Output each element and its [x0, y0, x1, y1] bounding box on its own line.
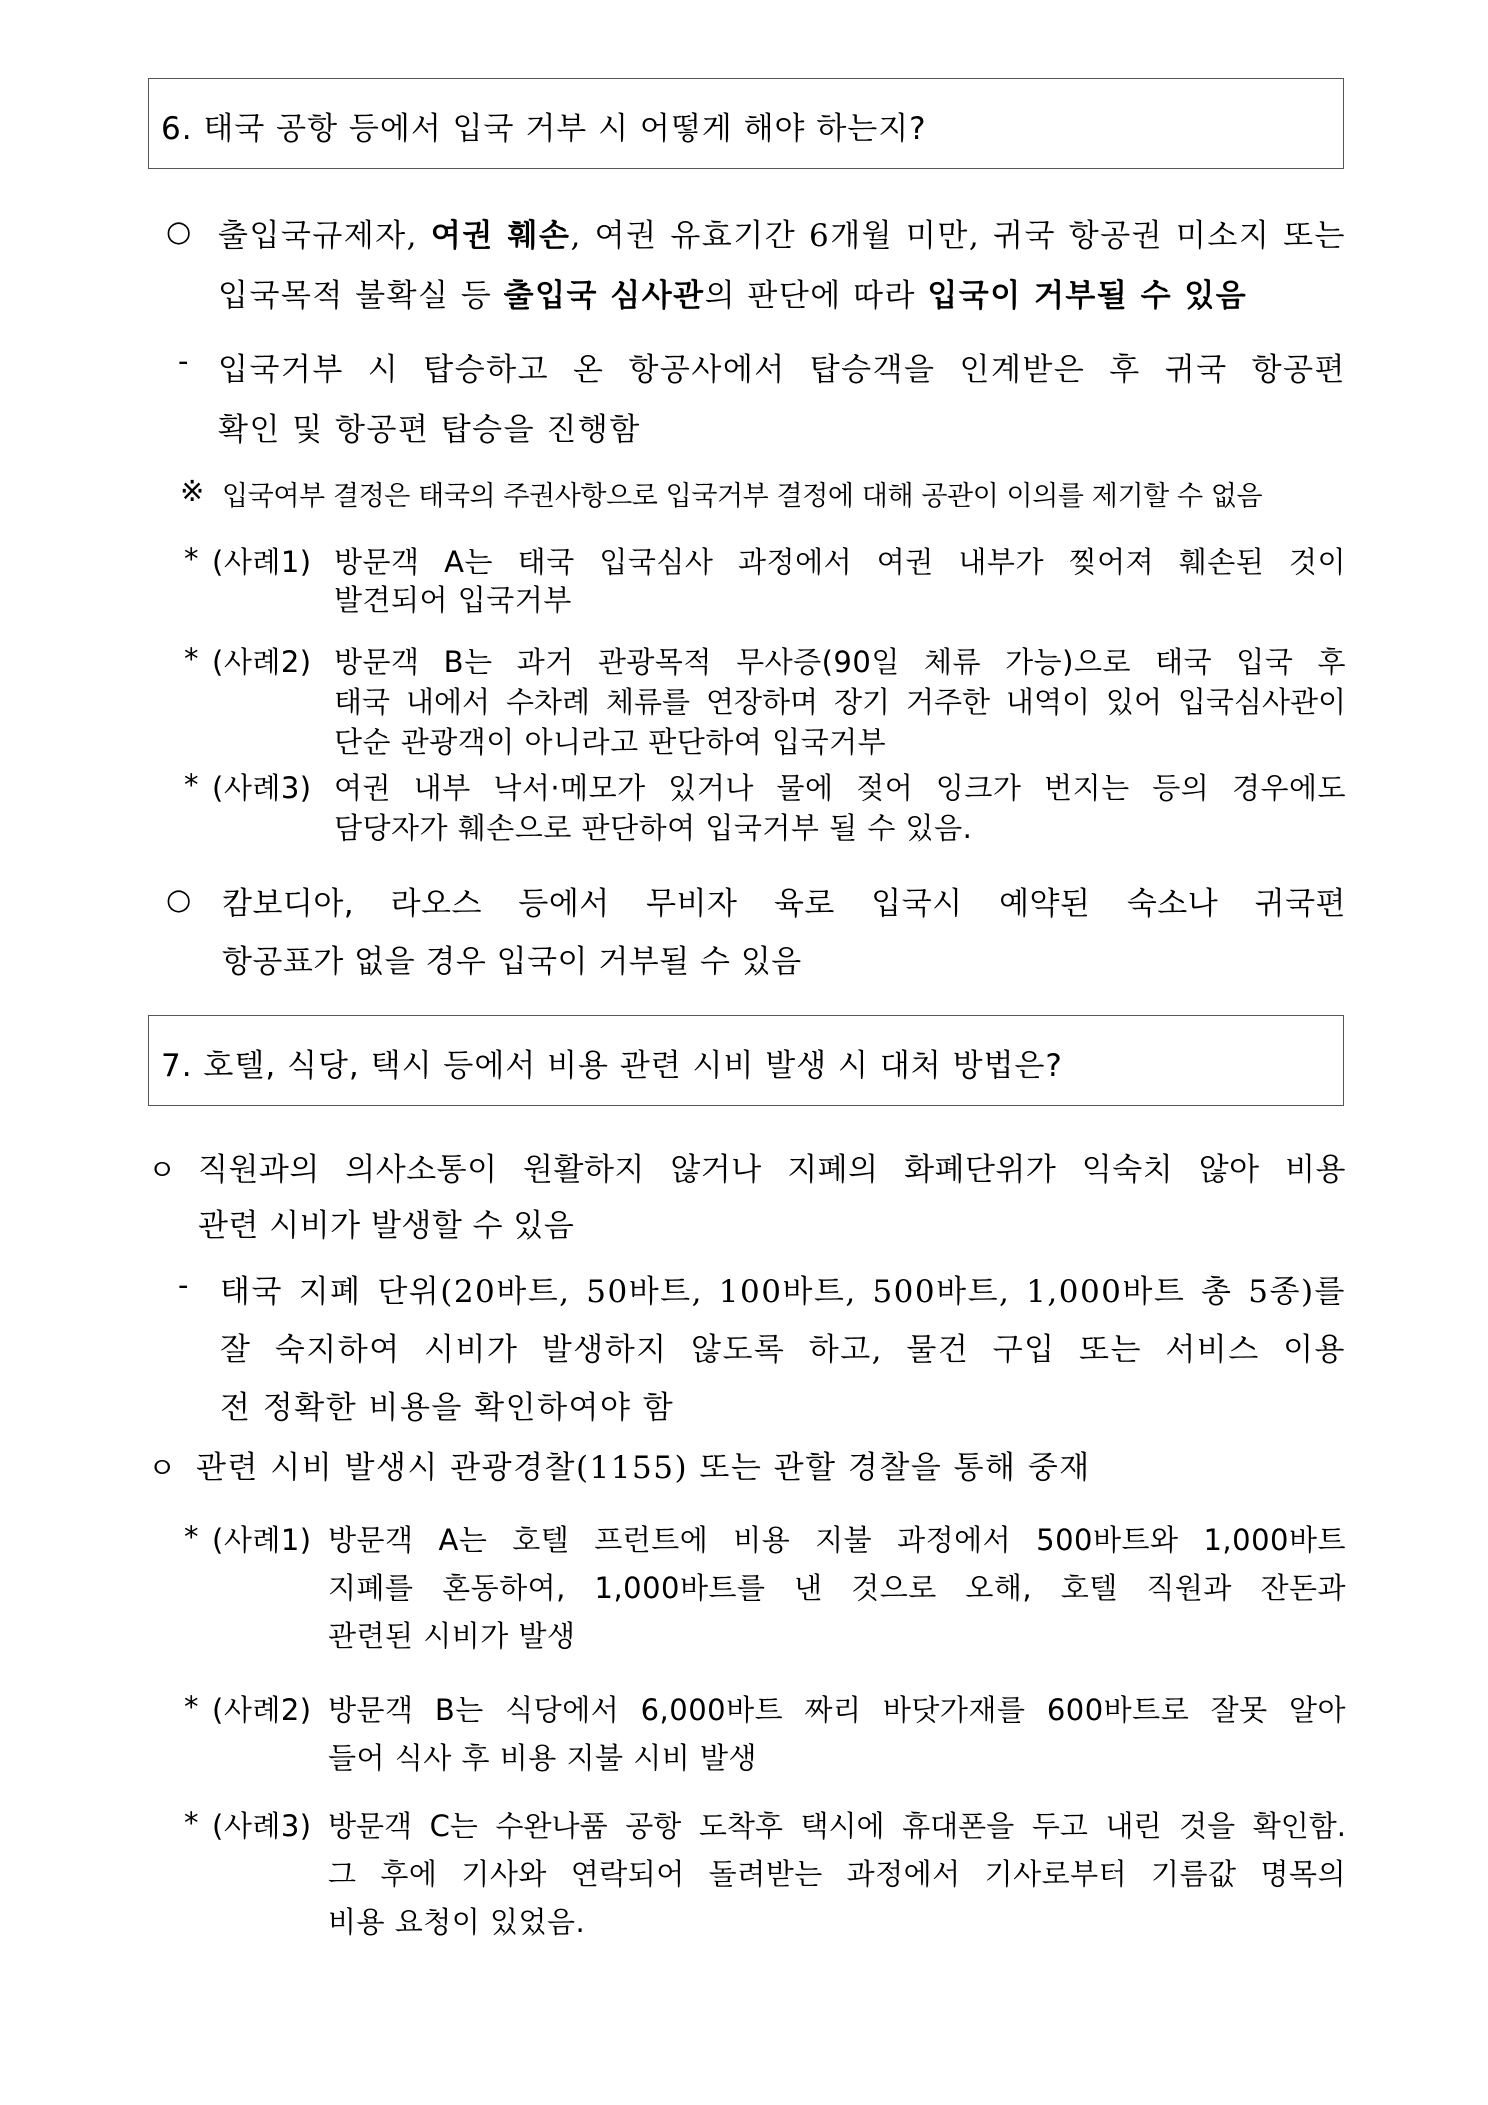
case-line: 방문객 C는 수완나품 공항 도착후 택시에 휴대폰을 두고 내린 것을 확인함. [328, 1809, 1346, 1843]
dash-line: 태국 지폐 단위(20바트, 50바트, 100바트, 500바트, 1,000바트 총 5종)를 [220, 1274, 1346, 1310]
case-line: 들어 식사 후 비용 지불 시비 발생 [328, 1741, 757, 1775]
dash-marker: - [178, 344, 189, 378]
dash-line: 입국거부 시 탑승하고 온 항공사에서 탑승객을 인계받은 후 귀국 항공편 [218, 352, 1346, 388]
note-marker: ※ [180, 474, 205, 508]
case-line: 방문객 A는 태국 입국심사 과정에서 여권 내부가 찢어져 훼손된 것이 [334, 545, 1346, 579]
case-line: 방문객 A는 호텔 프런트에 비용 지불 과정에서 500바트와 1,000바트 [328, 1523, 1346, 1557]
dash-line: 전 정확한 비용을 확인하여야 함 [220, 1390, 675, 1426]
bullet-line: 관련 시비 발생시 관광경찰(1155) 또는 관할 경찰을 통해 중재 [196, 1450, 1091, 1486]
bullet-line: 캄보디아, 라오스 등에서 무비자 육로 입국시 예약된 숙소나 귀국편 [222, 886, 1346, 922]
case-label: (사례1) [212, 1523, 312, 1557]
case-star: * [184, 768, 199, 802]
dash-line: 확인 및 항공편 탑승을 진행함 [218, 412, 641, 448]
case-label: (사례3) [212, 771, 312, 805]
bullet-line: 항공표가 없을 경우 입국이 거부될 수 있음 [222, 944, 802, 980]
case-line: 담당자가 훼손으로 판단하여 입국거부 될 수 있음. [334, 811, 973, 845]
case-line: 관련된 시비가 발생 [328, 1619, 576, 1653]
case-star: * [184, 1806, 199, 1840]
bullet-circle-marker: ○ [166, 214, 192, 248]
note-text: 입국여부 결정은 태국의 주권사항으로 입국거부 결정에 대해 공관이 이의를 제기할 수 없음 [222, 481, 1263, 512]
case-line: 발견되어 입국거부 [334, 583, 572, 617]
case-label: (사례1) [212, 545, 312, 579]
case-star: * [184, 542, 199, 576]
case-line: 단순 관광객이 아니라고 판단하여 입국거부 [334, 725, 887, 759]
section-6-title: 6. 태국 공항 등에서 입국 거부 시 어떻게 해야 하는지? [161, 111, 927, 147]
case-star: * [184, 1690, 199, 1724]
case-label: (사례2) [212, 645, 312, 679]
case-line: 방문객 B는 과거 관광목적 무사증(90일 체류 가능)으로 태국 입국 후 [334, 645, 1346, 679]
case-label: (사례3) [212, 1809, 312, 1843]
case-label: (사례2) [212, 1693, 312, 1727]
bullet-line: 입국목적 불확실 등 출입국 심사관의 판단에 따라 입국이 거부될 수 있음 [218, 278, 1248, 314]
section-7-title: 7. 호텔, 식당, 택시 등에서 비용 관련 시비 발생 시 대처 방법은? [161, 1048, 1063, 1084]
case-line: 방문객 B는 식당에서 6,000바트 짜리 바닷가재를 600바트로 잘못 알아 [328, 1693, 1346, 1727]
dash-line: 잘 숙지하여 시비가 발생하지 않도록 하고, 물건 구입 또는 서비스 이용 [220, 1332, 1346, 1368]
case-line: 비용 요청이 있었음. [328, 1905, 586, 1939]
dash-marker: - [178, 1268, 189, 1302]
case-line: 여권 내부 낙서·메모가 있거나 물에 젖어 잉크가 번지는 등의 경우에도 [334, 771, 1346, 805]
section-6-box [148, 78, 1344, 169]
case-star: * [184, 642, 199, 676]
section-7-box [148, 1015, 1344, 1106]
bullet-line: 관련 시비가 발생할 수 있음 [198, 1208, 575, 1244]
case-star: * [184, 1520, 199, 1554]
bullet-marker: ㅇ [148, 1451, 177, 1485]
bullet-line: 직원과의 의사소통이 원활하지 않거나 지폐의 화폐단위가 익숙치 않아 비용 [198, 1152, 1346, 1188]
bullet-marker: ㅇ [148, 1153, 177, 1187]
case-line: 지폐를 혼동하여, 1,000바트를 낸 것으로 오해, 호텔 직원과 잔돈과 [328, 1571, 1346, 1605]
case-line: 그 후에 기사와 연락되어 돌려받는 과정에서 기사로부터 기름값 명목의 [328, 1857, 1346, 1891]
bullet-circle-marker: ○ [166, 882, 192, 916]
case-line: 태국 내에서 수차례 체류를 연장하며 장기 거주한 내역이 있어 입국심사관이 [334, 685, 1346, 719]
bullet-line: 출입국규제자, 여권 훼손, 여권 유효기간 6개월 미만, 귀국 항공권 미소지 또는 [218, 218, 1346, 254]
